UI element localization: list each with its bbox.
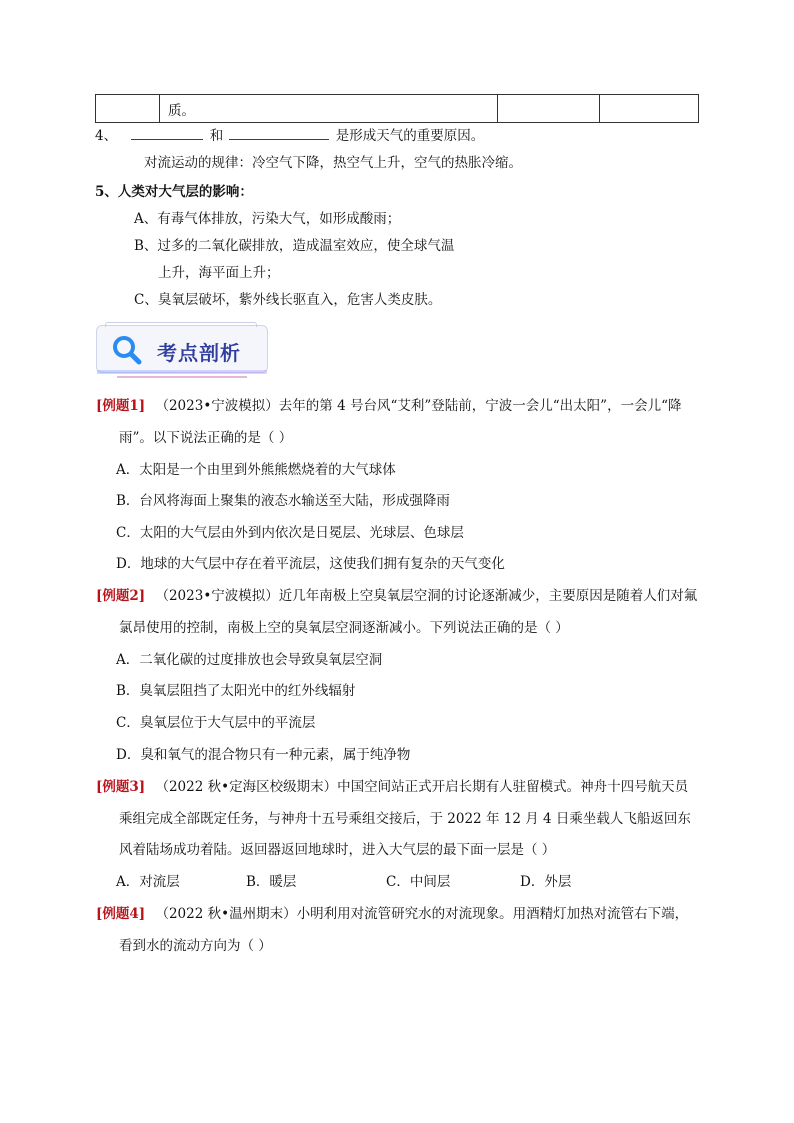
example-tag: [例题2] xyxy=(96,588,146,604)
option-d: D．臭和氧气的混合物只有一种元素，属于纯净物 xyxy=(116,747,411,763)
example-stem-text: （2023•宁波模拟）去年的第 4 号台风“艾利”登陆前，宁波一会儿“出太阳”，一会儿“降 xyxy=(155,398,682,414)
convection-rule: 对流运动的规律：冷空气下降，热空气上升，空气的热胀冷缩。 xyxy=(144,155,522,171)
option-c: C．太阳的大气层由外到内依次是日冕层、光球层、色球层 xyxy=(116,525,464,541)
option-a: A．太阳是一个由里到外熊熊燃烧着的大气球体 xyxy=(116,462,396,478)
magnifier-icon xyxy=(111,334,143,366)
example-stem-text: 看到水的流动方向为（ ） xyxy=(119,938,272,954)
example1-stem xyxy=(96,394,681,414)
item4-prefix: 4、 xyxy=(95,128,118,144)
fill-blank[interactable] xyxy=(229,125,329,140)
table-cell: 质。 xyxy=(160,95,498,123)
option-b: B．台风将海面上聚集的液态水输送至大陆，形成强降雨 xyxy=(116,493,450,509)
table-fragment xyxy=(95,94,699,123)
item5-line: 上升，海平面上升； xyxy=(158,265,280,281)
example4-stem xyxy=(96,902,688,922)
item4-line xyxy=(95,124,484,144)
table-cell xyxy=(498,95,600,123)
item5-heading: 5、人类对大气层的影响： xyxy=(95,184,253,200)
example-tag: [例题1] xyxy=(96,398,146,414)
option-c: C．中间层 xyxy=(386,874,451,890)
option-d: D．外层 xyxy=(520,874,572,890)
example-stem-text: 氯昂使用的控制，南极上空的臭氧层空洞逐渐减小。下列说法正确的是（ ） xyxy=(119,620,569,636)
table-cell xyxy=(600,95,699,123)
option-b: B．暖层 xyxy=(246,874,297,890)
banner-underline xyxy=(97,370,267,374)
option-c: C．臭氧层位于大气层中的平流层 xyxy=(116,715,316,731)
option-a: A．对流层 xyxy=(116,874,180,890)
example-stem-text: 乘组完成全部既定任务，与神舟十五号乘组交接后，于 2022 年 12 月 4 日乘坐载人飞船返回东 xyxy=(119,811,691,827)
option-b: B．臭氧层阻挡了太阳光中的红外线辐射 xyxy=(116,683,356,699)
example-tag: [例题3] xyxy=(96,779,146,795)
item4-suffix: 是形成天气的重要原因。 xyxy=(335,128,485,144)
table-row xyxy=(96,95,699,123)
example-tag: [例题4] xyxy=(96,906,146,922)
fill-blank[interactable] xyxy=(131,125,203,140)
option-a: A．二氧化碳的过度排放也会导致臭氧层空洞 xyxy=(116,652,383,668)
item5-line: A、有毒气体排放，污染大气，如形成酸雨； xyxy=(134,211,401,227)
example2-stem xyxy=(96,584,697,604)
section-banner xyxy=(96,325,268,373)
option-d: D．地球的大气层中存在着平流层，这使我们拥有复杂的天气变化 xyxy=(116,556,505,572)
example-stem-text: （2022 秋•温州期末）小明利用对流管研究水的对流现象。用酒精灯加热对流管右下端， xyxy=(155,906,689,922)
item4-conj: 和 xyxy=(209,128,224,144)
example3-stem xyxy=(96,775,688,795)
example-stem-text: （2023•宁波模拟）近几年南极上空臭氧层空洞的讨论逐渐减少，主要原因是随着人们对氟 xyxy=(155,588,698,604)
table-cell xyxy=(96,95,160,123)
item5-line: B、过多的二氧化碳排放，造成温室效应，使全球气温 xyxy=(134,238,455,254)
example-stem-text: 风着陆场成功着陆。返回器返回地球时，进入大气层的最下面一层是（ ） xyxy=(119,842,556,858)
item5-line: C、臭氧层破坏，紫外线长驱直入，危害人类皮肤。 xyxy=(134,292,442,308)
example-stem-text: （2022 秋•定海区校级期末）中国空间站正式开启长期有人驻留模式。神舟十四号航天员 xyxy=(155,779,689,795)
banner-decoration xyxy=(105,322,257,327)
example-stem-text: 雨”。以下说法正确的是（ ） xyxy=(119,430,293,446)
banner-title: 考点剖析 xyxy=(157,341,241,365)
